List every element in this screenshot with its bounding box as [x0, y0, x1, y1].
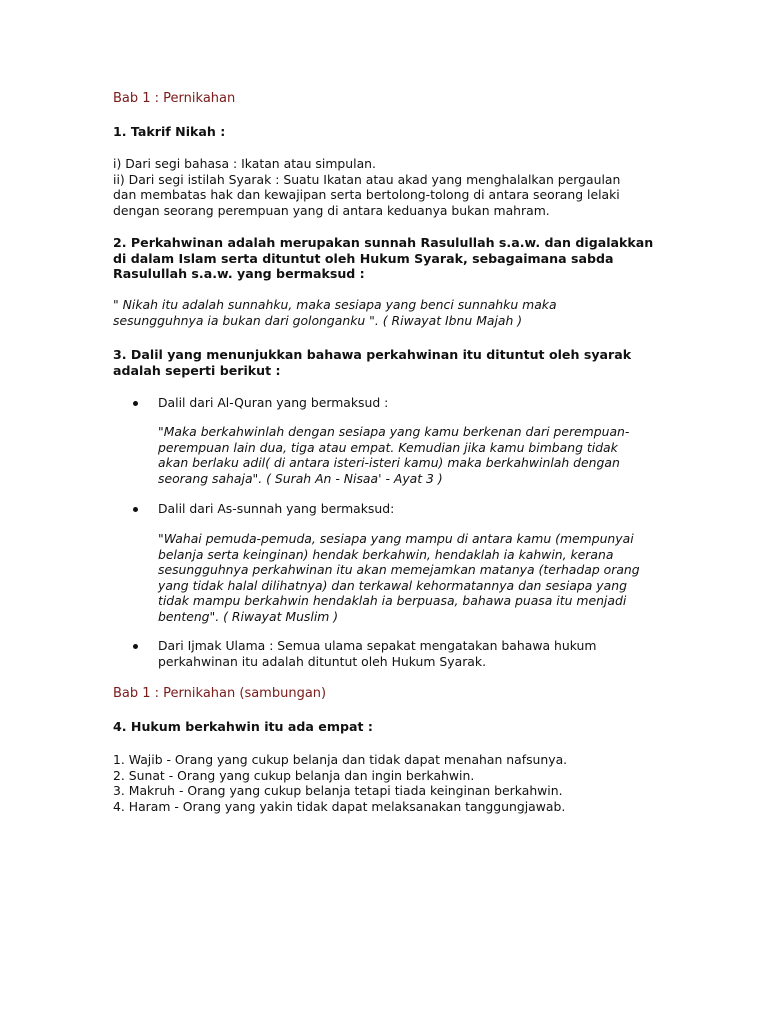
hukum-list [113, 752, 673, 814]
quote-line: perempuan lain dua, tiga atau empat. Kemudian jika kamu bimbang tidak [158, 439, 618, 455]
takrif-heading: 1. Takrif Nikah : [113, 124, 226, 139]
list-item: 2. Sunat - Orang yang cukup belanja dan ingin berkahwin. [113, 767, 475, 783]
quote-line: yang tidak halal dilihatnya) dan terkawal kehormatannya dan sesiapa yang [158, 577, 627, 593]
heading-line: di dalam Islam serta dituntut oleh Hukum Syarak, sebagaimana sabda [113, 250, 614, 266]
section-title: Bab 1 : Pernikahan (sambungan) [113, 686, 327, 701]
bullet-icon [133, 401, 138, 406]
list-item: 3. Makruh - Orang yang cukup belanja tetapi tiada keinginan berkahwin. [113, 783, 563, 799]
hukum-heading: 4. Hukum berkahwin itu ada empat : [113, 719, 373, 734]
quran-quote [158, 424, 718, 486]
list-item: 1. Wajib - Orang yang cukup belanja dan tidak dapat menahan nafsunya. [113, 752, 568, 767]
heading-line: Rasulullah s.a.w. yang bermaksud : [113, 266, 365, 282]
text-line: perkahwinan itu adalah dituntut oleh Hukum Syarak. [158, 653, 487, 669]
takrif-paragraph [113, 156, 673, 218]
heading-line: 3. Dalil yang menunjukkan bahawa perkahwinan itu dituntut oleh syarak [113, 347, 632, 362]
quote-line: belanja serta keinginan) hendak berkahwin, hendaklah ia kahwin, kerana [158, 546, 614, 562]
ijmak-text [158, 638, 718, 669]
text-line: dengan seorang perempuan yang di antara keduanya bukan mahram. [113, 202, 550, 218]
quote-line: "Maka berkahwinlah dengan sesiapa yang kamu berkenan dari perempuan- [158, 424, 630, 439]
sunnah-quote [158, 531, 718, 625]
quote-line: sesungguhnya ia bukan dari golonganku ". ( Riwayat Ibnu Majah ) [113, 312, 523, 328]
dalil-quran-label: Dalil dari Al-Quran yang bermaksud : [158, 395, 389, 410]
quote-line: " Nikah itu adalah sunnahku, maka sesiapa yang benci sunnahku maka [113, 297, 557, 312]
dalil-heading [113, 347, 673, 378]
text-line: Dari Ijmak Ulama : Semua ulama sepakat mengatakan bahawa hukum [158, 638, 597, 653]
heading-line: 2. Perkahwinan adalah merupakan sunnah Rasulullah s.a.w. dan digalakkan [113, 235, 654, 250]
dalil-sunnah-label: Dalil dari As-sunnah yang bermaksud: [158, 501, 395, 516]
text-line: i) Dari segi bahasa : Ikatan atau simpulan. [113, 156, 376, 171]
quote-line: seorang sahaja". ( Surah An - Nisaa' - Ayat 3 ) [158, 470, 443, 486]
heading-line: adalah seperti berikut : [113, 362, 281, 378]
perkahwinan-heading [113, 235, 673, 282]
quote-line: benteng". ( Riwayat Muslim ) [158, 608, 339, 624]
hadith-quote [113, 297, 673, 328]
bullet-icon [133, 644, 138, 649]
bullet-icon [133, 507, 138, 512]
quote-line: akan berlaku adil( di antara isteri-isteri kamu) maka berkahwinlah dengan [158, 455, 620, 471]
quote-line: tidak mampu berkahwin hendaklah ia berpuasa, bahawa puasa itu menjadi [158, 593, 627, 609]
text-line: ii) Dari segi istilah Syarak : Suatu Ikatan atau akad yang menghalalkan pergaulan [113, 171, 621, 187]
section-title: Bab 1 : Pernikahan [113, 91, 236, 106]
text-line: dan membatas hak dan kewajipan serta bertolong-tolong di antara seorang lelaki [113, 187, 620, 203]
quote-line: "Wahai pemuda-pemuda, sesiapa yang mampu di antara kamu (mempunyai [158, 531, 634, 546]
quote-line: sesungguhnya perkahwinan itu akan memejamkan matanya (terhadap orang [158, 562, 640, 578]
list-item: 4. Haram - Orang yang yakin tidak dapat melaksanakan tanggungjawab. [113, 798, 566, 814]
